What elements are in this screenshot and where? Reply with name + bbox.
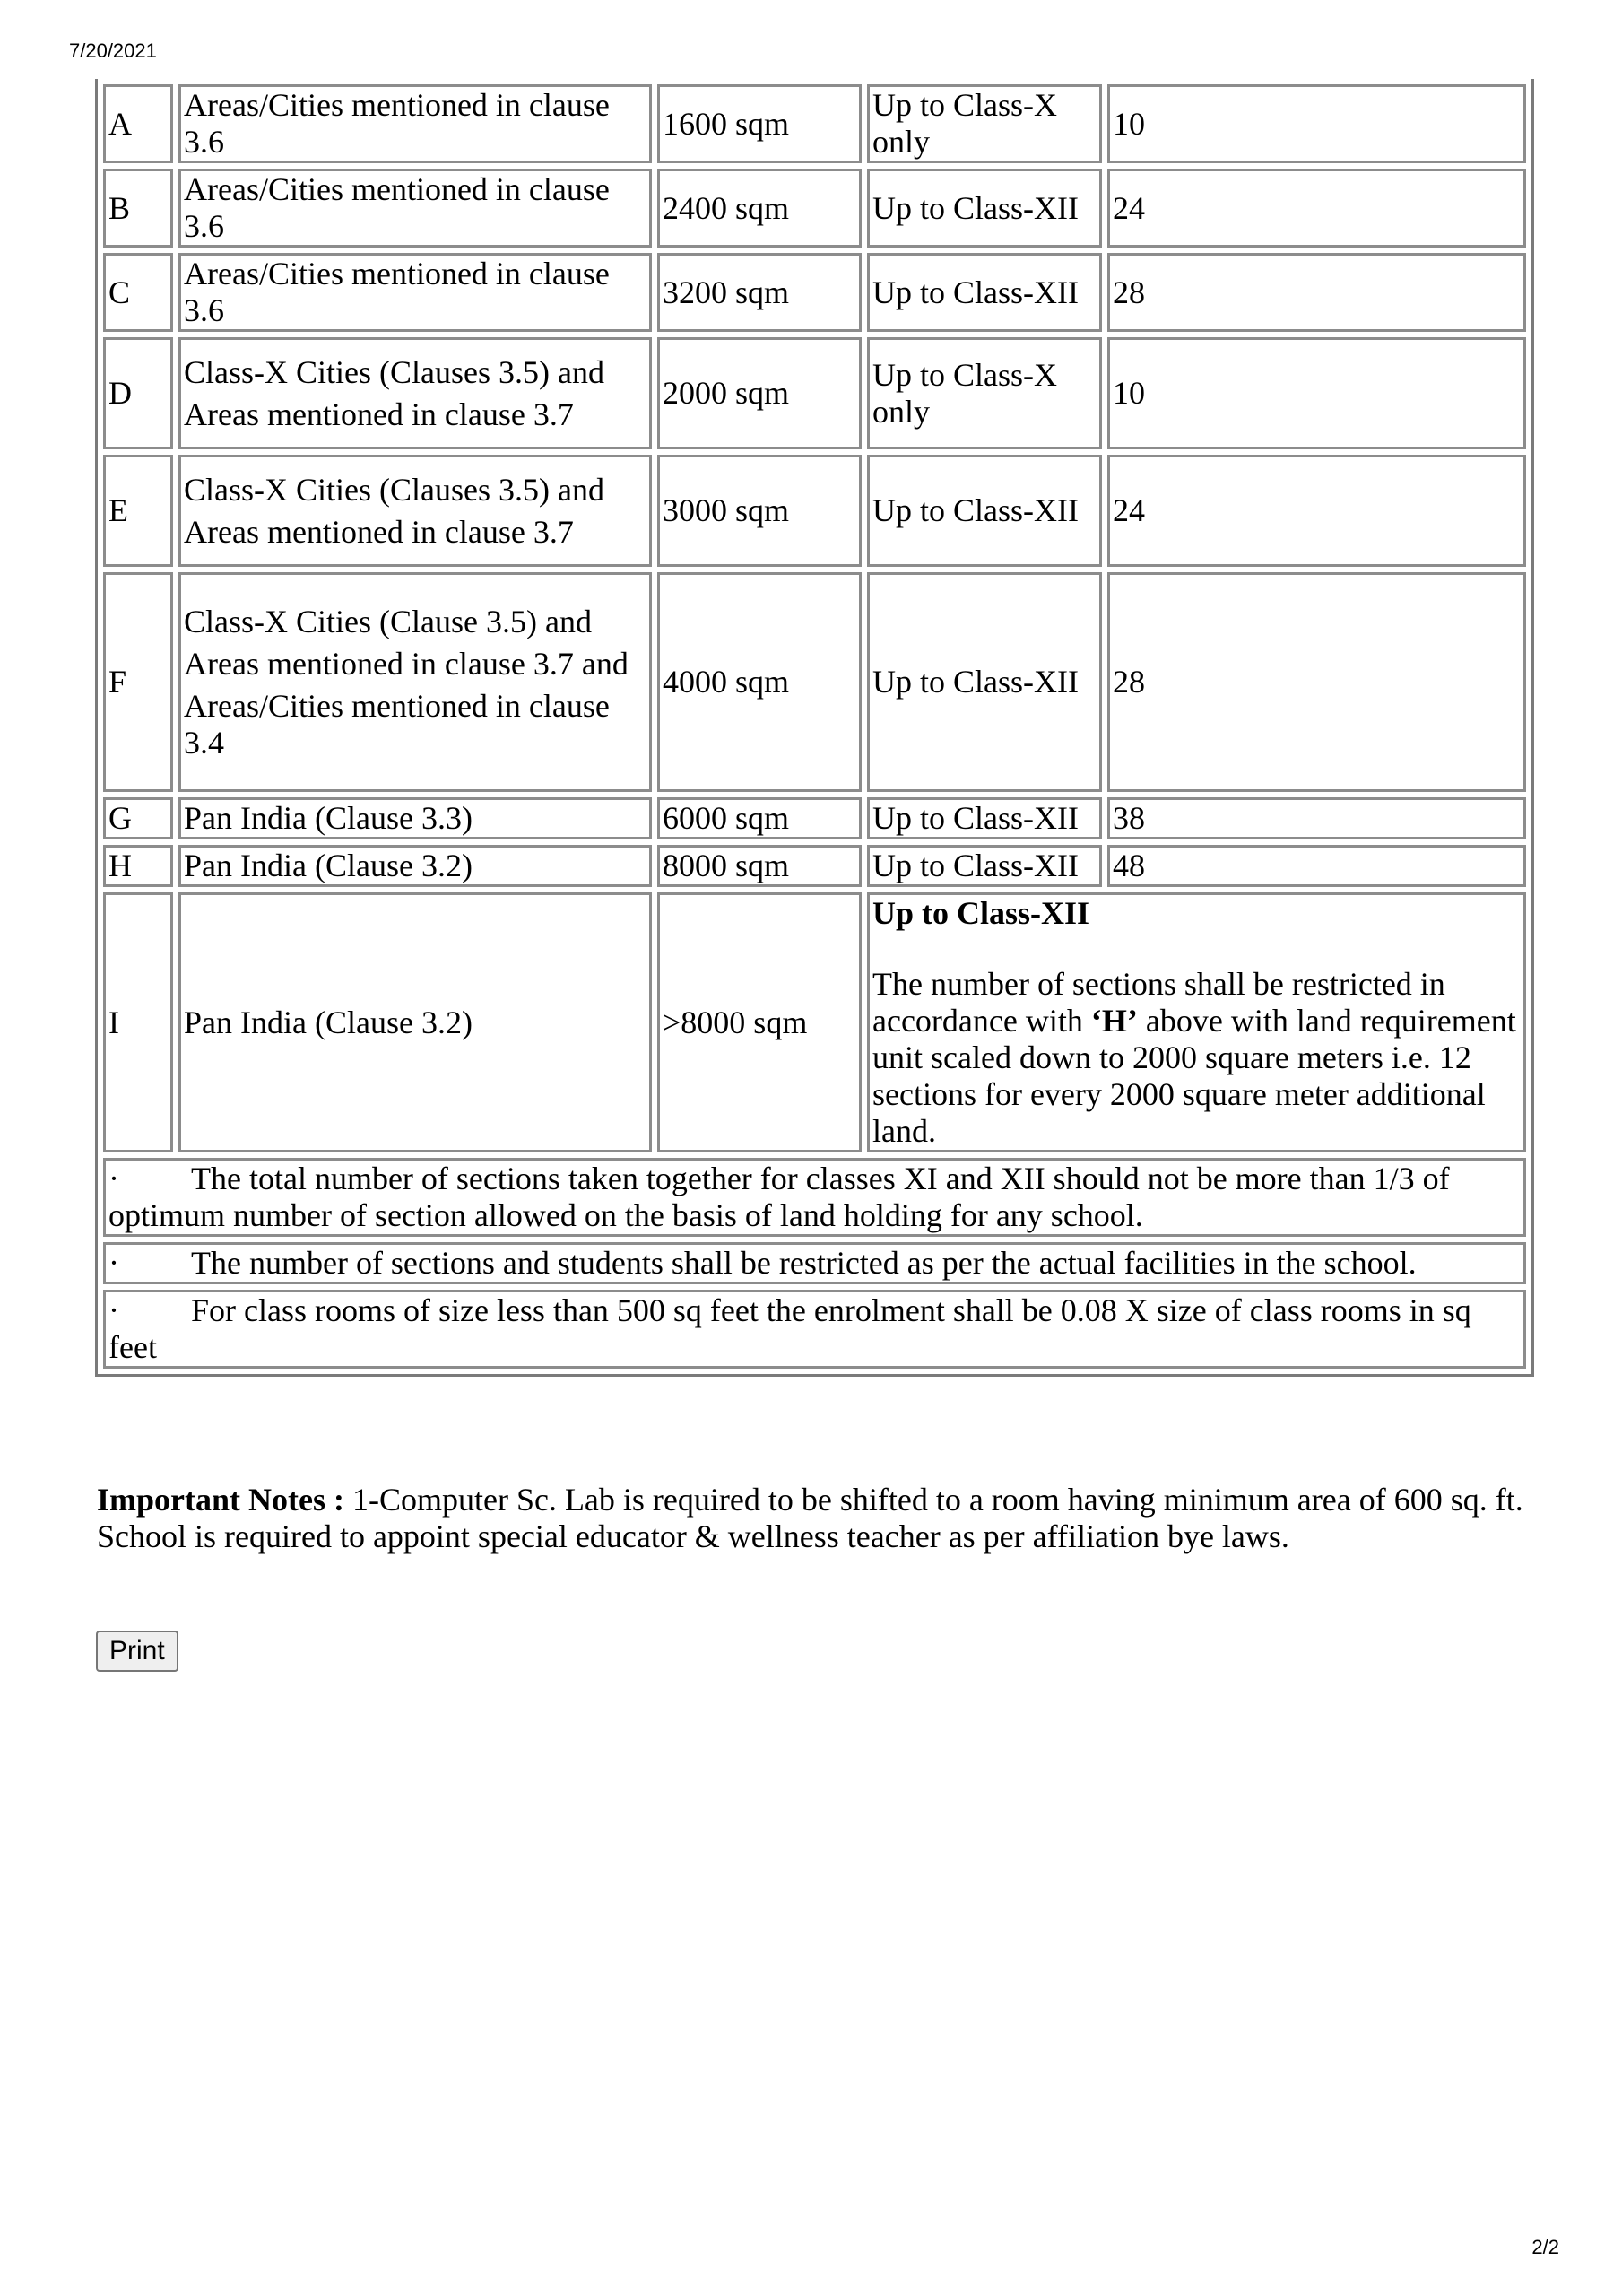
area-line: Areas mentioned in clause 3.7 bbox=[184, 513, 574, 550]
area-line: Areas mentioned in clause 3.7 and bbox=[184, 645, 629, 682]
table-row bbox=[103, 337, 1526, 449]
land-cell: >8000 sqm bbox=[657, 892, 862, 1152]
area-cell bbox=[178, 253, 652, 332]
table-row bbox=[103, 845, 1526, 887]
area-cell: Pan India (Clause 3.2) bbox=[178, 892, 652, 1152]
important-notes-label: Important Notes : bbox=[97, 1482, 344, 1518]
area-cell bbox=[178, 845, 652, 887]
area-line: Class-X Cities (Clause 3.5) and bbox=[184, 603, 592, 639]
note-bullet: · bbox=[108, 1161, 119, 1196]
land-cell: 3000 sqm bbox=[657, 455, 862, 567]
note-bullet: · bbox=[108, 1245, 119, 1281]
important-notes-line-2: School is required to appoint special educator & wellness teacher as per affiliation bye laws. bbox=[97, 1518, 1289, 1554]
area-cell bbox=[178, 337, 652, 449]
class-cell: Up to Class-XII bbox=[867, 253, 1102, 332]
class-detail-text-1: The number of sections shall be restricted in accordance with bbox=[872, 966, 1445, 1039]
land-norms-table-body bbox=[103, 84, 1526, 1369]
area-cell bbox=[178, 572, 652, 792]
area-line: Pan India (Clause 3.3) bbox=[184, 800, 473, 836]
area-line: Areas/Cities mentioned in clause 3.6 bbox=[184, 87, 610, 160]
area-line: Class-X Cities (Clauses 3.5) and bbox=[184, 471, 604, 508]
class-cell: Up to Class-XII bbox=[867, 572, 1102, 792]
table-row bbox=[103, 572, 1526, 792]
class-detail-cell bbox=[867, 892, 1526, 1152]
sections-cell: 10 bbox=[1107, 337, 1526, 449]
area-cell bbox=[178, 169, 652, 248]
class-detail-ref: ‘H’ bbox=[1090, 1003, 1138, 1039]
table-row bbox=[103, 84, 1526, 163]
sections-cell: 38 bbox=[1107, 797, 1526, 839]
important-notes bbox=[97, 1482, 1531, 1555]
print-button[interactable]: Print bbox=[96, 1631, 178, 1672]
land-cell: 8000 sqm bbox=[657, 845, 862, 887]
area-line: Pan India (Clause 3.2) bbox=[184, 848, 473, 883]
sections-cell: 48 bbox=[1107, 845, 1526, 887]
area-line: Areas/Cities mentioned in clause 3.6 bbox=[184, 171, 610, 244]
category-cell: H bbox=[103, 845, 173, 887]
category-cell: A bbox=[103, 84, 173, 163]
class-cell: Up to Class-XII bbox=[867, 455, 1102, 567]
land-cell: 3200 sqm bbox=[657, 253, 862, 332]
land-cell: 4000 sqm bbox=[657, 572, 862, 792]
note-cell bbox=[103, 1158, 1526, 1237]
land-cell: 2000 sqm bbox=[657, 337, 862, 449]
table-row bbox=[103, 455, 1526, 567]
note-row-3 bbox=[103, 1290, 1526, 1369]
land-norms-table-frame bbox=[95, 79, 1534, 1377]
land-norms-table bbox=[98, 79, 1531, 1374]
category-cell: I bbox=[103, 892, 173, 1152]
class-detail-heading: Up to Class-XII bbox=[872, 895, 1090, 931]
table-row bbox=[103, 253, 1526, 332]
land-cell: 6000 sqm bbox=[657, 797, 862, 839]
sections-cell: 24 bbox=[1107, 169, 1526, 248]
class-cell: Up to Class-X only bbox=[867, 84, 1102, 163]
class-cell: Up to Class-X only bbox=[867, 337, 1102, 449]
area-line: Areas/Cities mentioned in clause 3.4 bbox=[184, 687, 610, 761]
table-row bbox=[103, 797, 1526, 839]
class-detail-text-2: above with land requirement unit scaled down to 2000 square meters i.e. 12 sections for every 2000 square meter additional land. bbox=[872, 1003, 1516, 1149]
note-text: The total number of sections taken together for classes XI and XII should not be more than 1/3 of optimum number of section allowed on the basis of land holding for any school. bbox=[108, 1161, 1450, 1233]
sections-cell: 28 bbox=[1107, 572, 1526, 792]
print-date: 7/20/2021 bbox=[69, 39, 157, 62]
note-cell bbox=[103, 1290, 1526, 1369]
note-bullet: · bbox=[108, 1292, 119, 1328]
land-cell: 2400 sqm bbox=[657, 169, 862, 248]
class-cell: Up to Class-XII bbox=[867, 845, 1102, 887]
area-cell bbox=[178, 455, 652, 567]
note-row-1 bbox=[103, 1158, 1526, 1237]
table-row bbox=[103, 169, 1526, 248]
area-line: Class-X Cities (Clauses 3.5) and bbox=[184, 353, 604, 390]
sections-cell: 10 bbox=[1107, 84, 1526, 163]
class-cell: Up to Class-XII bbox=[867, 797, 1102, 839]
note-text: The number of sections and students shall be restricted as per the actual facilities in the school. bbox=[191, 1245, 1417, 1281]
class-cell: Up to Class-XII bbox=[867, 169, 1102, 248]
important-notes-line-1: 1-Computer Sc. Lab is required to be shifted to a room having minimum area of 600 sq. ft. bbox=[343, 1482, 1523, 1518]
area-cell bbox=[178, 84, 652, 163]
category-cell: G bbox=[103, 797, 173, 839]
category-cell: E bbox=[103, 455, 173, 567]
sections-cell: 24 bbox=[1107, 455, 1526, 567]
page-number: 2/2 bbox=[1531, 2236, 1559, 2258]
area-cell bbox=[178, 797, 652, 839]
category-cell: B bbox=[103, 169, 173, 248]
note-text: For class rooms of size less than 500 sq feet the enrolment shall be 0.08 X size of class rooms in sq feet bbox=[108, 1292, 1471, 1365]
land-cell: 1600 sqm bbox=[657, 84, 862, 163]
category-cell: D bbox=[103, 337, 173, 449]
category-cell: C bbox=[103, 253, 173, 332]
note-row-2 bbox=[103, 1242, 1526, 1284]
sections-cell: 28 bbox=[1107, 253, 1526, 332]
table-row-i bbox=[103, 892, 1526, 1152]
note-cell bbox=[103, 1242, 1526, 1284]
area-line: Areas mentioned in clause 3.7 bbox=[184, 396, 574, 432]
area-line: Areas/Cities mentioned in clause 3.6 bbox=[184, 256, 610, 328]
category-cell: F bbox=[103, 572, 173, 792]
